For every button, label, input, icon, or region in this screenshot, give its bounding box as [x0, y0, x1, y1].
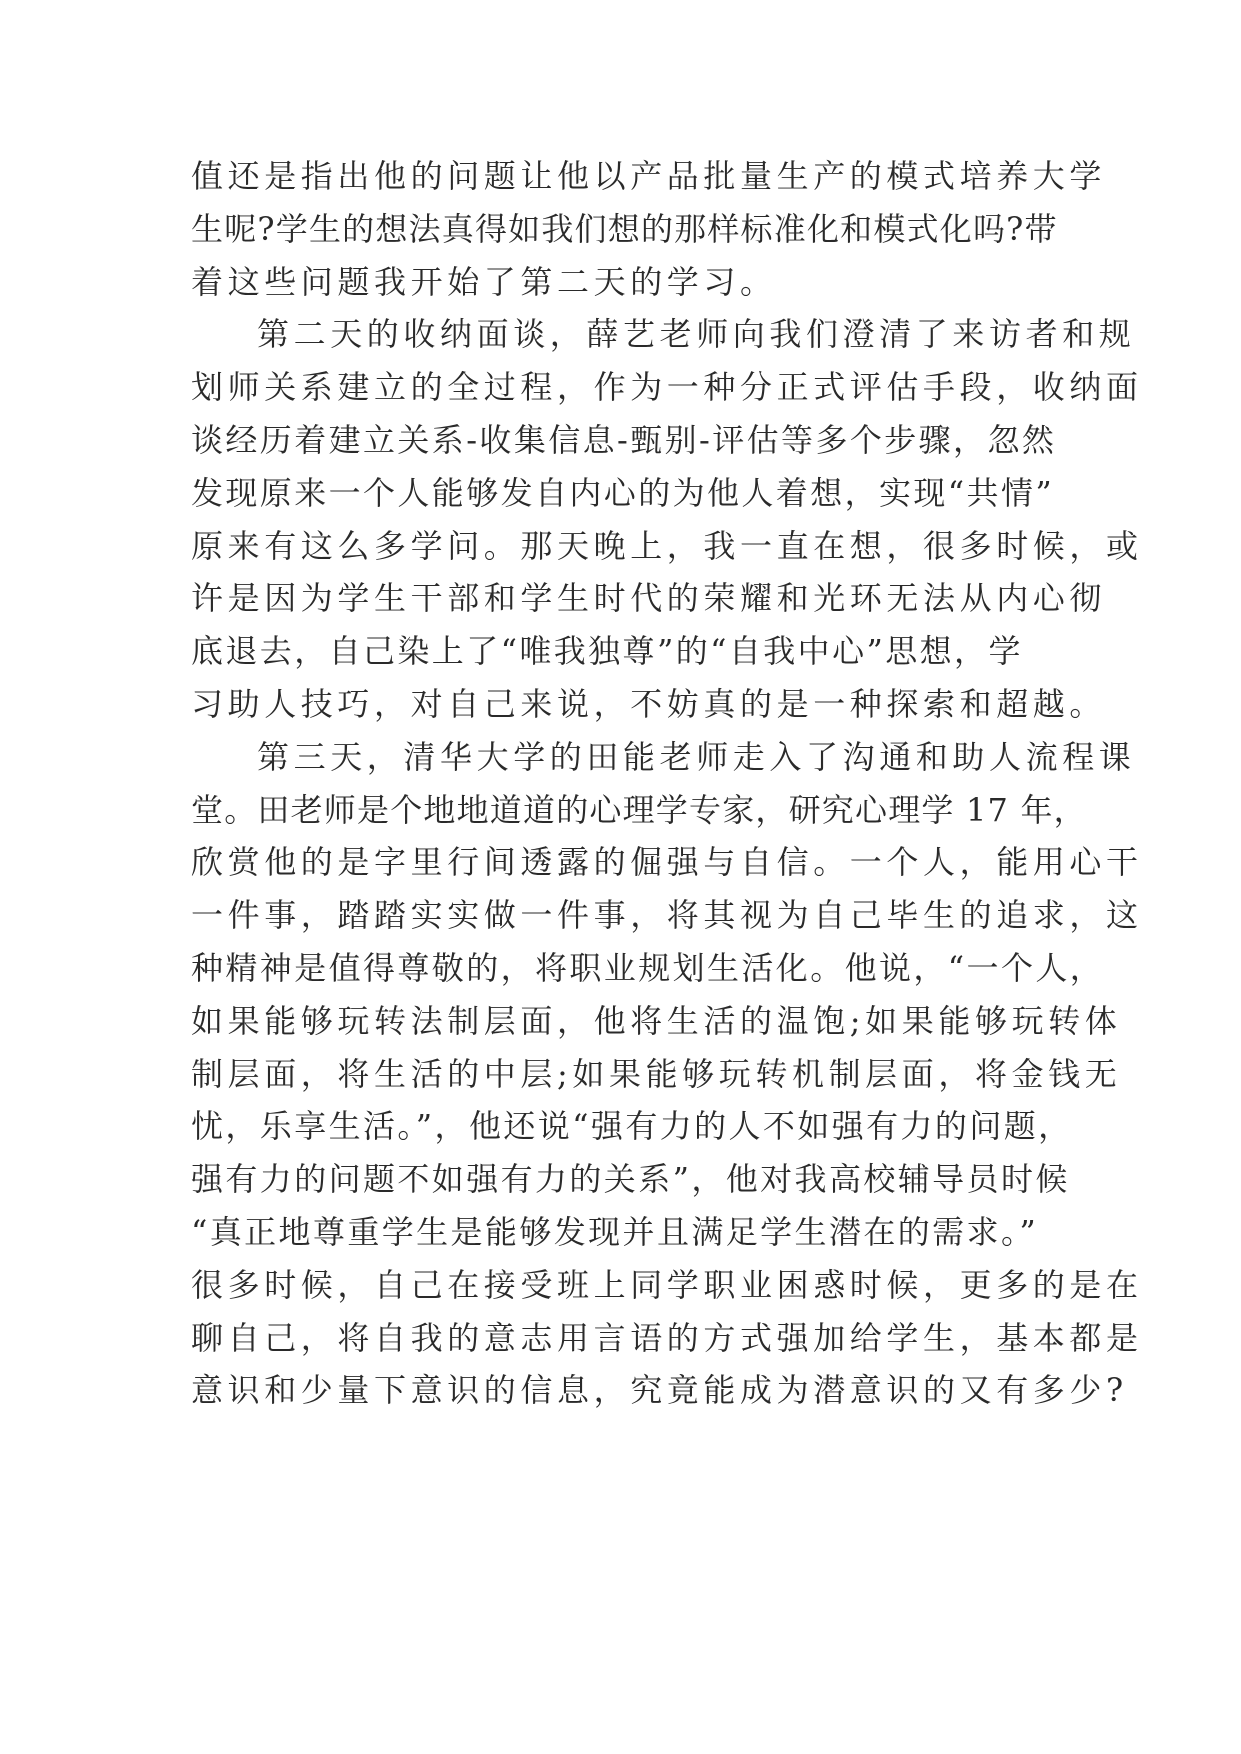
text-line: 制层面，将生活的中层;如果能够玩转机制层面，将金钱无	[191, 1054, 1122, 1093]
text-line: 意识和少量下意识的信息，究竟能成为潜意识的又有多少?	[191, 1371, 1128, 1410]
text-line: 欣赏他的是字里行间透露的倔强与自信。一个人，能用心干	[191, 843, 1143, 882]
text-line: 许是因为学生干部和学生时代的荣耀和光环无法从内心彻	[191, 579, 1107, 618]
text-line: 习助人技巧，对自己来说，不妨真的是一种探索和超越。	[191, 684, 1107, 723]
text-line: 堂。田老师是个地地道道的心理学专家，研究心理学 17 年，	[191, 790, 1087, 829]
text-line: 聊自己，将自我的意志用言语的方式强加给学生，基本都是	[191, 1318, 1143, 1357]
text-line: 谈经历着建立关系-收集信息-甄别-评估等多个步骤，忽然	[191, 420, 1057, 459]
text-line: 生呢?学生的想法真得如我们想的那样标准化和模式化吗?带	[191, 209, 1058, 248]
text-line: 发现原来一个人能够发自内心的为他人着想，实现“共情”	[191, 473, 1055, 512]
text-line: 一件事，踏踏实实做一件事，将其视为自己毕生的追求，这	[191, 896, 1143, 935]
body-text	[191, 150, 1143, 1417]
text-line: 如果能够玩转法制层面，他将生活的温饱;如果能够玩转体	[191, 1001, 1122, 1040]
text-line: 很多时候，自己在接受班上同学职业困惑时候，更多的是在	[191, 1265, 1143, 1304]
text-line: 值还是指出他的问题让他以产品批量生产的模式培养大学	[191, 157, 1107, 195]
text-line: 原来有这么多学问。那天晚上，我一直在想，很多时候，或	[191, 526, 1143, 565]
text-line: 种精神是值得尊敬的，将职业规划生活化。他说，“一个人，	[191, 948, 1105, 987]
text-line: 忧，乐享生活。”，他还说“强有力的人不如强有力的问题，	[191, 1107, 1073, 1146]
paragraph-first-line: 第二天的收纳面谈，薛艺老师向我们澄清了来访者和规	[257, 315, 1136, 354]
text-line: “真正地尊重学生是能够发现并且满足学生潜在的需求。”	[191, 1212, 1039, 1251]
paragraph-first-line: 第三天，清华大学的田能老师走入了沟通和助人流程课	[257, 737, 1136, 776]
text-line: 划师关系建立的全过程，作为一种分正式评估手段，收纳面	[191, 368, 1143, 407]
text-line: 着这些问题我开始了第二天的学习。	[191, 262, 777, 301]
text-line: 强有力的问题不如强有力的关系”，他对我高校辅导员时候	[191, 1160, 1070, 1199]
text-line: 底退去，自己染上了“唯我独尊”的“自我中心”思想，学	[191, 632, 1023, 671]
